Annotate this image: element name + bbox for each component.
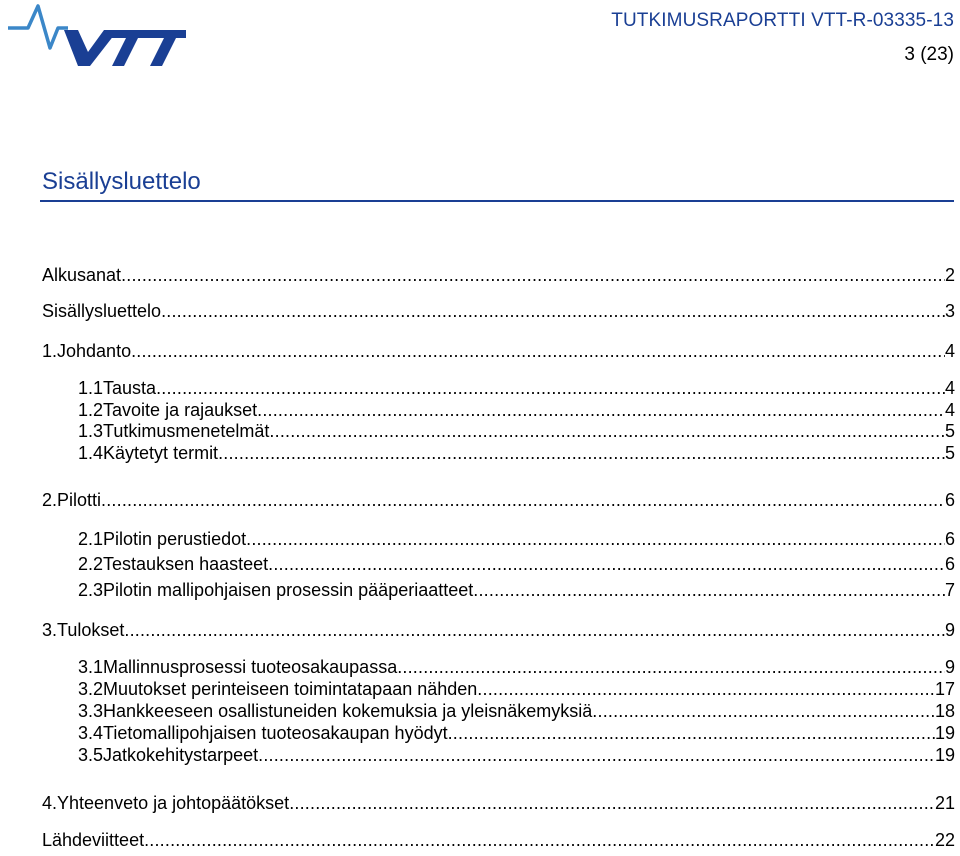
toc-entry-page: 5 [944,443,955,463]
toc-entry[interactable] [42,745,955,771]
toc-entry-number: 3.3 [78,701,104,721]
toc-dot-leader [269,421,945,442]
toc-dot-leader [257,400,945,421]
toc-entry-page: 18 [934,701,955,721]
toc-entry-label: Tavoite ja rajaukset [103,400,258,420]
toc-dot-leader [397,657,945,678]
toc-dot-leader [218,443,945,464]
toc-entry-label: Pilotti [57,490,102,510]
toc-entry-number: 1.4 [78,443,104,463]
toc-dot-leader [289,793,935,814]
toc-entry-page: 6 [944,490,955,510]
toc-entry-page: 9 [944,657,955,677]
toc-entry-label: Tutkimusmenetelmät [103,421,270,441]
toc-entry-label: Lähdeviitteet [42,830,145,850]
toc-entry-label: Tietomallipohjaisen tuoteosakaupan hyödyt [103,723,448,743]
toc-entry-page: 9 [944,620,955,640]
toc-entry-page: 4 [944,341,955,361]
toc-entry[interactable] [42,620,955,646]
toc-entry-label: Tausta [103,378,157,398]
toc-dot-leader [268,554,945,575]
report-id: TUTKIMUSRAPORTTI VTT-R-03335-13 [611,10,954,31]
toc-dot-leader [161,301,945,322]
toc-entry[interactable] [42,341,955,367]
toc-entry-number: 2.2 [78,554,104,574]
toc-entry-label: Sisällysluettelo [42,301,162,321]
toc-dot-leader [101,490,945,511]
toc-entry-label: Alkusanat [42,265,122,285]
toc-entry-page: 2 [944,265,955,285]
toc-dot-leader [448,723,935,744]
vtt-logo [6,0,186,72]
toc-entry-page: 21 [934,793,955,813]
toc-dot-leader [124,620,945,641]
toc-entry-page: 19 [934,745,955,765]
toc-entry-page: 3 [944,301,955,321]
toc-entry-number: 2.3 [78,580,104,600]
toc-dot-leader [156,378,945,399]
toc-dot-leader [477,679,935,700]
toc-entry-label: Hankkeeseen osallistuneiden kokemuksia ja yleisnäkemyksiä [103,701,593,721]
toc-entry-number: 3.4 [78,723,104,743]
toc-entry-number: 2. [42,490,58,510]
toc-dot-leader [246,529,945,550]
toc-dot-leader [473,580,945,601]
toc-entry-page: 4 [944,400,955,420]
page-number: 3 (23) [904,44,954,65]
toc-entry[interactable] [42,490,955,516]
toc-entry-number: 1.1 [78,378,104,398]
toc-entry-page: 17 [934,679,955,699]
toc-entry-page: 6 [944,554,955,574]
toc-entry-label: Johdanto [57,341,132,361]
toc-entry[interactable] [42,793,955,819]
toc-entry-page: 5 [944,421,955,441]
toc-entry-label: Käytetyt termit [103,443,219,463]
toc-entry-number: 3.2 [78,679,104,699]
toc-entry-label: Pilotin perustiedot [103,529,247,549]
toc-entry-number: 3.1 [78,657,104,677]
toc-dot-leader [131,341,945,362]
toc-entry-label: Mallinnusprosessi tuoteosakaupassa [103,657,398,677]
vtt-logo-icon [6,0,186,72]
toc-dot-leader [121,265,945,286]
toc-dot-leader [592,701,935,722]
toc-entry-number: 2.1 [78,529,104,549]
toc-entry-number: 3.5 [78,745,104,765]
page-title: Sisällysluettelo [42,168,201,195]
toc-entry-number: 1.2 [78,400,104,420]
toc-entry-label: Tulokset [57,620,125,640]
toc-entry-number: 3. [42,620,58,640]
title-rule [40,200,954,202]
toc-entry[interactable] [42,443,955,469]
toc-entry[interactable] [42,301,955,327]
toc-entry[interactable] [42,265,955,291]
toc-entry[interactable] [42,580,955,606]
toc-dot-leader [144,830,935,851]
toc-entry-number: 1.3 [78,421,104,441]
toc-entry-label: Yhteenveto ja johtopäätökset [57,793,290,813]
toc-entry-number: 1. [42,341,58,361]
toc-dot-leader [258,745,935,766]
toc-entry-label: Testauksen haasteet [103,554,269,574]
toc-entry-page: 22 [934,830,955,850]
toc-entry-page: 4 [944,378,955,398]
toc-entry-page: 7 [944,580,955,600]
toc-entry-label: Pilotin mallipohjaisen prosessin pääperiaatteet [103,580,474,600]
toc-entry[interactable] [42,529,955,555]
toc-entry-page: 6 [944,529,955,549]
toc-entry-label: Jatkokehitystarpeet [103,745,259,765]
toc-entry[interactable] [42,830,955,856]
toc-entry-label: Muutokset perinteiseen toimintatapaan nähden [103,679,478,699]
toc-entry[interactable] [42,554,955,580]
toc-entry-number: 4. [42,793,58,813]
toc-entry-page: 19 [934,723,955,743]
